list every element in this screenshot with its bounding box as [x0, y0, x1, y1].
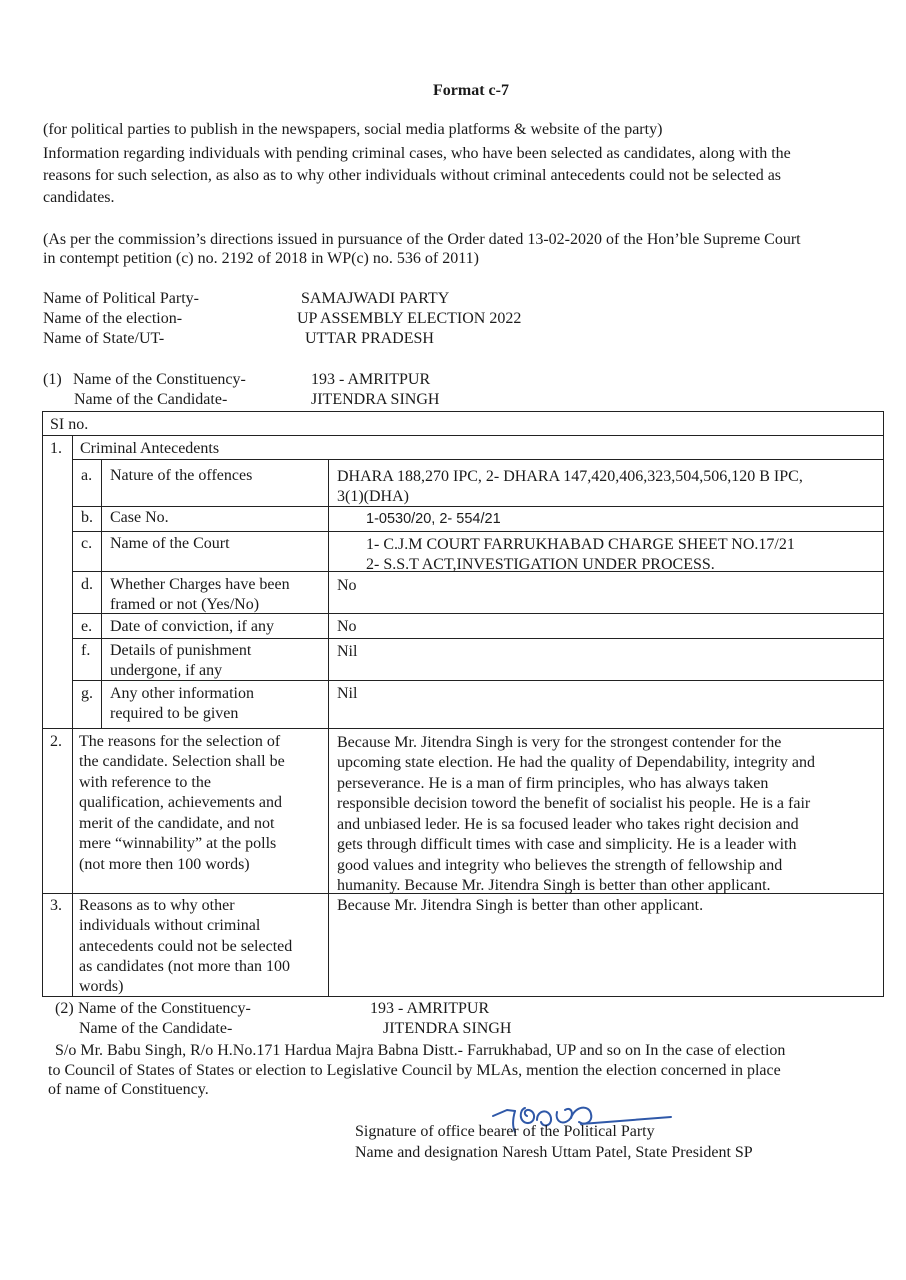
row-2-value-line: responsible decision toword the benefit of socialist his people. He is a fair	[337, 795, 811, 812]
sub-row-d-letter: d.	[81, 576, 93, 593]
row-2-label-line: The reasons for the selection of	[79, 733, 281, 750]
purpose-text: (for political parties to publish in the newspapers, social media platforms & website of the party)	[43, 121, 663, 138]
sub-row-c-letter: c.	[81, 535, 93, 552]
row-2-label-line: merit of the candidate, and not	[79, 815, 275, 832]
election-value: UP ASSEMBLY ELECTION 2022	[297, 310, 522, 327]
row-1-number: 1.	[50, 440, 62, 457]
info-line-3: candidates.	[43, 189, 115, 206]
row-3-label-line: individuals without criminal	[79, 917, 261, 934]
order-line-2: in contempt petition (c) no. 2192 of 2018 in WP(c) no. 536 of 2011)	[43, 250, 479, 267]
candidate-1-value: JITENDRA SINGH	[311, 391, 440, 408]
row-2-label-line: the candidate. Selection shall be	[79, 753, 285, 770]
row-2-label-line: with reference to the	[79, 774, 211, 791]
sub-row-d-label-line: Whether Charges have been	[110, 576, 290, 593]
sub-row-g-label-line: required to be given	[110, 705, 239, 722]
sub-row-a-value-line: 3(1)(DHA)	[337, 488, 409, 505]
election-label: Name of the election-	[43, 310, 183, 327]
sub-row-c-value-line: 2- S.S.T ACT,INVESTIGATION UNDER PROCESS.	[366, 556, 715, 573]
row-3-label-line: Reasons as to why other	[79, 897, 235, 914]
sub-row-d-label-line: framed or not (Yes/No)	[110, 596, 260, 613]
candidate-1-label: Name of the Candidate-	[74, 391, 228, 408]
address-line-1: S/o Mr. Babu Singh, R/o H.No.171 Hardua Majra Babna Distt.- Farrukhabad, UP and so on In the case of election	[55, 1042, 786, 1059]
sub-row-f-letter: f.	[81, 642, 91, 659]
row-2-value-line: Because Mr. Jitendra Singh is very for the strongest contender for the	[337, 734, 782, 751]
sub-row-e-value: No	[337, 618, 357, 635]
constituency-2-number: (2)	[55, 1000, 74, 1017]
row-2-value-line: good values and integrity who believes the strength of fellowship and	[337, 857, 783, 874]
row-3-value: Because Mr. Jitendra Singh is better than other applicant.	[337, 897, 704, 914]
sub-row-g-value: Nil	[337, 685, 358, 702]
sub-row-a-letter: a.	[81, 467, 93, 484]
sub-row-a-label: Nature of the offences	[110, 467, 253, 484]
row-2-value-line: gets through difficult times with case and simplicity. He is a leader with	[337, 836, 797, 853]
address-line-2: to Council of States of States or election to Legislative Council by MLAs, mention the election concerned in place	[48, 1062, 781, 1079]
sub-row-b-letter: b.	[81, 509, 93, 526]
sub-row-g-label-line: Any other information	[110, 685, 254, 702]
sub-row-c-label: Name of the Court	[110, 535, 230, 552]
sub-row-g-letter: g.	[81, 685, 93, 702]
candidate-2-label: Name of the Candidate-	[79, 1020, 233, 1037]
sub-row-e-label: Date of conviction, if any	[110, 618, 274, 635]
sub-row-b-value: 1-0530/20, 2- 554/21	[366, 511, 501, 527]
sub-row-f-value: Nil	[337, 643, 358, 660]
candidate-2-value: JITENDRA SINGH	[383, 1020, 512, 1037]
party-value: SAMAJWADI PARTY	[301, 290, 450, 307]
name-designation: Name and designation Naresh Uttam Patel, State President SP	[355, 1144, 753, 1161]
row-2-value-line: and unbiased leder. He is sa focused leader who takes right decision and	[337, 816, 799, 833]
row-2-number: 2.	[50, 733, 62, 750]
constituency-2-value: 193 - AMRITPUR	[370, 1000, 490, 1017]
state-value: UTTAR PRADESH	[305, 330, 434, 347]
order-line-1: (As per the commission’s directions issued in pursuance of the Order dated 13-02-2020 of the Hon’ble Supreme Court	[43, 231, 801, 248]
sub-row-a-value-line: DHARA 188,270 IPC, 2- DHARA 147,420,406,323,504,506,120 B IPC,	[337, 468, 803, 485]
constituency-2-label: Name of the Constituency-	[78, 1000, 251, 1017]
signature-label: Signature of office bearer of the Political Party	[355, 1123, 655, 1140]
sub-row-e-letter: e.	[81, 618, 93, 635]
sub-row-f-label-line: undergone, if any	[110, 662, 223, 679]
constituency-1-label: Name of the Constituency-	[73, 371, 246, 388]
row-1-title: Criminal Antecedents	[80, 440, 220, 457]
row-2-label-line: (not more then 100 words)	[79, 856, 250, 873]
address-line-3: of name of Constituency.	[48, 1081, 209, 1098]
info-line-1: Information regarding individuals with pending criminal cases, who have been selected as candidates, along with the	[43, 145, 791, 162]
row-2-value-line: humanity. Because Mr. Jitendra Singh is better than other applicant.	[337, 877, 771, 894]
sub-row-d-value: No	[337, 577, 357, 594]
info-line-2: reasons for such selection, as also as to why other individuals without criminal antecedents could not be selected as	[43, 167, 782, 184]
row-2-label-line: qualification, achievements and	[79, 794, 283, 811]
sl-no-header: SI no.	[50, 416, 89, 433]
constituency-1-number: (1)	[43, 371, 62, 388]
row-3-label-line: words)	[79, 978, 124, 995]
party-label: Name of Political Party-	[43, 290, 199, 307]
row-3-label-line: as candidates (not more than 100	[79, 958, 291, 975]
row-3-number: 3.	[50, 897, 62, 914]
state-label: Name of State/UT-	[43, 330, 165, 347]
sub-row-b-label: Case No.	[110, 509, 169, 526]
row-3-label-line: antecedents could not be selected	[79, 938, 293, 955]
row-2-value-line: perseverance. He is a man of firm principles, who has always taken	[337, 775, 769, 792]
row-2-value-line: upcoming state election. He had the quality of Dependability, integrity and	[337, 754, 815, 771]
constituency-1-value: 193 - AMRITPUR	[311, 371, 431, 388]
sub-row-c-value-line: 1- C.J.M COURT FARRUKHABAD CHARGE SHEET NO.17/21	[366, 536, 795, 553]
row-2-label-line: mere “winnability” at the polls	[79, 835, 277, 852]
format-title: Format c-7	[433, 82, 509, 99]
sub-row-f-label-line: Details of punishment	[110, 642, 252, 659]
